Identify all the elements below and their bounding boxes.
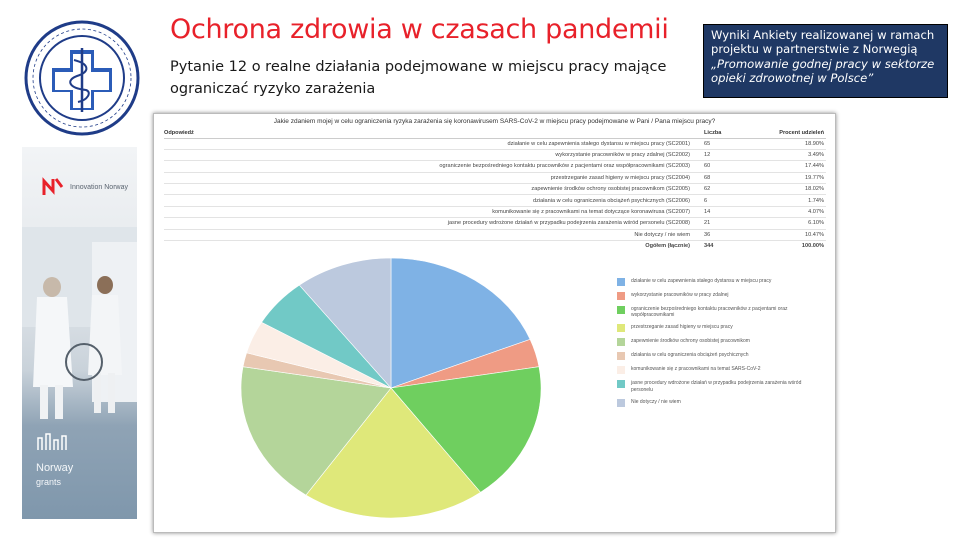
- legend-swatch: [617, 306, 625, 314]
- table-cell-answer: działanie w celu zapewnienia stałego dystansu w miejscu pracy (SC2001): [164, 138, 696, 149]
- col-answer: Odpowiedź: [164, 128, 696, 138]
- survey-chart-frame: [153, 113, 836, 533]
- table-row: [164, 161, 826, 172]
- table-cell-count: 68: [696, 172, 756, 183]
- legend-swatch: [617, 366, 625, 374]
- table-cell-percent: 17.44%: [756, 161, 826, 172]
- chart-title: Jakie zdaniem mojej w celu ograniczenia ryzyka zarażenia się koronawirusem SARS-CoV-2 w miejscu pracy podejmowane w Pani / Pana miejscu pracy?: [273, 118, 716, 125]
- legend-item: [617, 380, 817, 392]
- legend-label: przestrzeganie zasad higieny w miejscu pracy: [631, 324, 733, 331]
- table-cell-answer: zapewnienie środków ochrony osobistej pracownikom (SC2005): [164, 184, 696, 195]
- legend-item: [617, 324, 817, 332]
- table-cell-percent: 18.02%: [756, 184, 826, 195]
- table-cell-answer: przestrzeganie zasad higieny w miejscu pracy (SC2004): [164, 172, 696, 183]
- table-cell-percent: 18.90%: [756, 138, 826, 149]
- legend-label: komunikowanie się z pracownikami na temat SARS-CoV-2: [631, 366, 761, 373]
- table-row: [164, 138, 826, 149]
- col-count: Liczba: [696, 128, 756, 138]
- table-cell-count: 21: [696, 218, 756, 229]
- pie-chart: [231, 252, 551, 524]
- project-name: „Promowanie godnej pracy w sektorze opieki zdrowotnej w Polsce”: [711, 56, 935, 86]
- table-cell-count: 36: [696, 229, 756, 240]
- norway-grants-logo: [36, 432, 76, 489]
- legend-label: zapewnienie środków ochrony osobistej pracownikom: [631, 338, 750, 345]
- legend-swatch: [617, 352, 625, 360]
- union-logo: [22, 16, 142, 140]
- page-title: Ochrona zdrowia w czasach pandemii: [170, 14, 669, 45]
- legend-swatch: [617, 380, 625, 388]
- table-cell-answer: ograniczenie bezpośredniego kontaktu pracowników z pacjentami oraz współpracownikami (SC2003): [164, 161, 696, 172]
- legend-label: jasne procedury wdrożone działań w przypadku podejrzenia zarażenia wśród personelu: [631, 380, 802, 393]
- innovation-norway-logo: [42, 177, 128, 197]
- table-cell-answer: wykorzystanie pracowników w pracy zdalnej (SC2002): [164, 149, 696, 160]
- legend-label: działanie w celu zapewnienia stałego dystansu w miejscu pracy: [631, 278, 772, 284]
- table-total-row: [164, 241, 826, 252]
- table-row: [164, 149, 826, 160]
- table-cell-percent: 3.49%: [756, 149, 826, 160]
- legend-swatch: [617, 338, 625, 346]
- col-percent: Procent udzieleń: [756, 128, 826, 138]
- side-banner-image: [22, 147, 137, 519]
- page-subtitle: Pytanie 12 o realne działania podejmowane w miejscu pracy mające ograniczać ryzyko zarażenia: [170, 59, 667, 97]
- table-row: [164, 172, 826, 183]
- legend-item: [617, 366, 817, 374]
- table-cell-answer: działania w celu ograniczenia obciążeń psychicznych (SC2006): [164, 195, 696, 206]
- table-header-row: [164, 128, 826, 138]
- table-cell-percent: 1.74%: [756, 195, 826, 206]
- legend-swatch: [617, 292, 625, 300]
- innovation-norway-text: Innovation Norway: [70, 183, 128, 191]
- table-row: [164, 218, 826, 229]
- table-cell-answer: Nie dotyczy / nie wiem: [164, 229, 696, 240]
- table-cell-answer: jasne procedury wdrożone działań w przypadku podejrzenia zarażenia wśród personelu (SC2008): [164, 218, 696, 229]
- survey-info-text: Wyniki Ankiety realizowanej w ramach projektu w partnerstwie z Norwegią: [711, 28, 935, 57]
- norway-grants-line1: Norway: [36, 462, 74, 474]
- norway-grants-icon: [36, 432, 76, 452]
- table-cell-count: 60: [696, 161, 756, 172]
- table-row: [164, 206, 826, 217]
- total-cell-count: 344: [704, 243, 714, 250]
- legend-label: ograniczenie bezpośredniego kontaktu pracowników z pacjentami oraz współpracownikami: [631, 306, 788, 319]
- table-cell-percent: 10.47%: [756, 229, 826, 240]
- legend-item: [617, 352, 817, 360]
- legend-item: [617, 292, 817, 300]
- legend-label: Nie dotyczy / nie wiem: [631, 398, 681, 405]
- results-table: [164, 128, 826, 252]
- legend-label: działania w celu ograniczenia obciążeń psychicznych: [631, 352, 749, 359]
- legend-item: [617, 399, 817, 407]
- legend-swatch: [617, 278, 625, 286]
- survey-info-box: [703, 24, 948, 98]
- table-cell-count: 65: [696, 138, 756, 149]
- legend-swatch: [617, 324, 625, 332]
- table-row: [164, 184, 826, 195]
- legend-item: [617, 306, 817, 318]
- legend-item: [617, 278, 817, 286]
- table-body: [164, 138, 826, 252]
- table-cell-count: 12: [696, 149, 756, 160]
- legend-swatch: [617, 399, 625, 407]
- table-cell-count: 62: [696, 184, 756, 195]
- table-cell-count: 6: [696, 195, 756, 206]
- table-row: [164, 229, 826, 240]
- total-cell-label: Ogółem (łącznie): [645, 243, 690, 250]
- table-cell-percent: 4.07%: [756, 206, 826, 217]
- innovation-norway-icon: [42, 177, 64, 197]
- table-cell-count: 14: [696, 206, 756, 217]
- chart-legend: [617, 278, 817, 413]
- table-cell-percent: 19.77%: [756, 172, 826, 183]
- legend-item: [617, 338, 817, 346]
- norway-grants-line2: grants: [36, 477, 62, 487]
- legend-label: wykorzystanie pracowników w pracy zdalnej: [631, 292, 729, 298]
- total-cell-percent: 100.00%: [801, 243, 824, 250]
- table-cell-percent: 6.10%: [756, 218, 826, 229]
- table-row: [164, 195, 826, 206]
- table-cell-answer: komunikowanie się z pracownikami na temat dotyczące koronawirusa (SC2007): [164, 206, 696, 217]
